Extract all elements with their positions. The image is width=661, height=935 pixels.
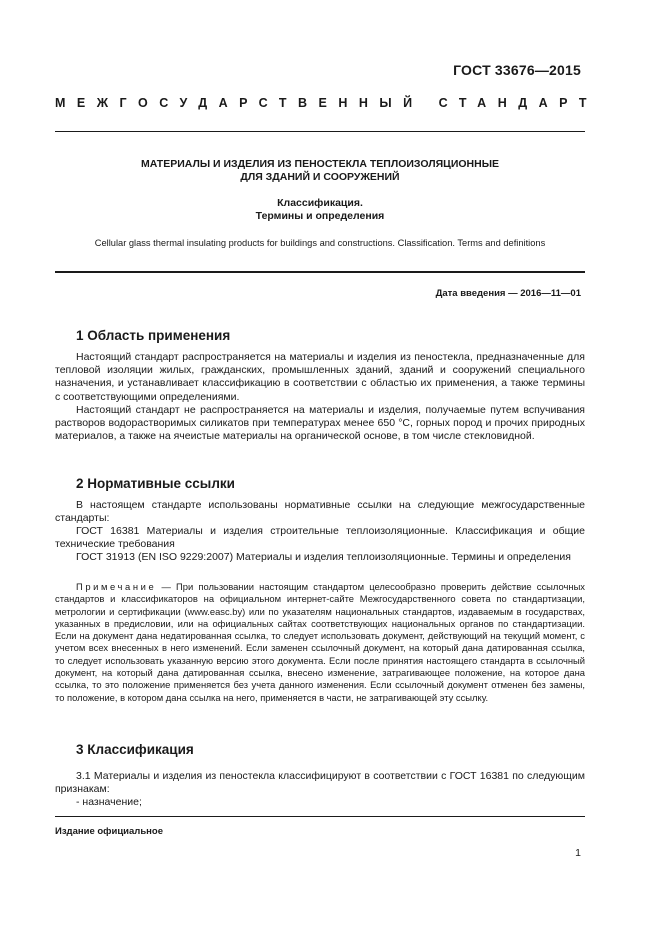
reference-gost-31913: ГОСТ 31913 (EN ISO 9229:2007) Материалы и изделия теплоизоляционные. Термины и определения	[76, 551, 571, 563]
title-line-2: ДЛЯ ЗДАНИЙ И СООРУЖЕНИЙ	[240, 171, 400, 183]
page-number: 1	[575, 847, 581, 859]
section-3-heading: 3 Классификация	[76, 742, 194, 757]
note-block	[55, 581, 585, 704]
reference-gost-16381: ГОСТ 16381 Материалы и изделия строительные теплоизоляционные. Классификация и общие технические требования	[55, 525, 585, 551]
footer-divider	[55, 816, 585, 817]
section-1-paragraph-1: Настоящий стандарт распространяется на материалы и изделия из пеностекла, предназначенные для тепловой изоляции жилых, гражданских, промышленных зданий, зданий и сооружений специального назначения, и устанавливает классификацию в соответствии с областью их применения, а также термины с соответствующими определениями.	[55, 351, 585, 403]
document-title	[55, 158, 585, 184]
document-subtitle	[55, 197, 585, 223]
note-label: Примечание	[76, 581, 157, 592]
top-divider	[55, 131, 585, 132]
subtitle-line-2: Термины и определения	[255, 210, 385, 222]
section-1-paragraph-2: Настоящий стандарт не распространяется на материалы и изделия, получаемые путем вспучивания растворов водорастворимых силикатов при температурах менее 650 °С, горных пород и прочих природных материалов, а также на ячеистые материалы на органической основе, в том числе стекловидной.	[55, 404, 585, 443]
standard-type: МЕЖГОСУДАРСТВЕННЫЙ СТАНДАРТ	[55, 96, 598, 110]
title-divider	[55, 271, 585, 273]
section-2-paragraph-1: В настоящем стандарте использованы нормативные ссылки на следующие межгосударственные стандарты:	[55, 499, 585, 525]
section-3-paragraph-1: 3.1 Материалы и изделия из пеностекла классифицируют в соответствии с ГОСТ 16381 по следующим признакам:	[55, 770, 585, 796]
title-line-1: МАТЕРИАЛЫ И ИЗДЕЛИЯ ИЗ ПЕНОСТЕКЛА ТЕПЛОИЗОЛЯЦИОННЫЕ	[141, 158, 499, 170]
list-item: - назначение;	[76, 796, 142, 808]
english-title: Cellular glass thermal insulating products for buildings and constructions. Classification. Terms and definitions	[94, 238, 546, 248]
subtitle-line-1: Классификация.	[277, 197, 363, 209]
introduction-date: Дата введения — 2016—11—01	[435, 288, 581, 299]
edition-label: Издание официальное	[55, 826, 163, 837]
section-2-heading: 2 Нормативные ссылки	[76, 476, 235, 491]
note-text: — При пользовании настоящим стандартом целесообразно проверить действие ссылочных стандартов и классификаторов на официальном интернет-сайте Межгосударственного совета по стандартизации, метрологии и сертификации (www.easc.by) или по указателям национальных стандартов, издаваемым в государствах, указанных в предисловии, или на официальных сайтах соответствующих национальных органов по стандартизации. Если на документ дана недатированная ссылка, то следует использовать документ, действующий на текущий момент, с учетом всех внесенных в него изменений. Если заменен ссылочный документ, на который дана датированная ссылка, то следует использовать указанную версию этого документа. Если после принятия настоящего стандарта в ссылочный документ, на который дана датированная ссылка, внесено изменение, затрагивающее положение, на которое дана ссылка, то это положение применяется без учета данного изменения. Если ссылочный документ отменен без замены, то положение, в котором дана ссылка на него, применяется в части, не затрагивающей эту ссылку.	[55, 581, 585, 703]
section-1-heading: 1 Область применения	[76, 328, 231, 343]
gost-number: ГОСТ 33676—2015	[453, 62, 581, 78]
